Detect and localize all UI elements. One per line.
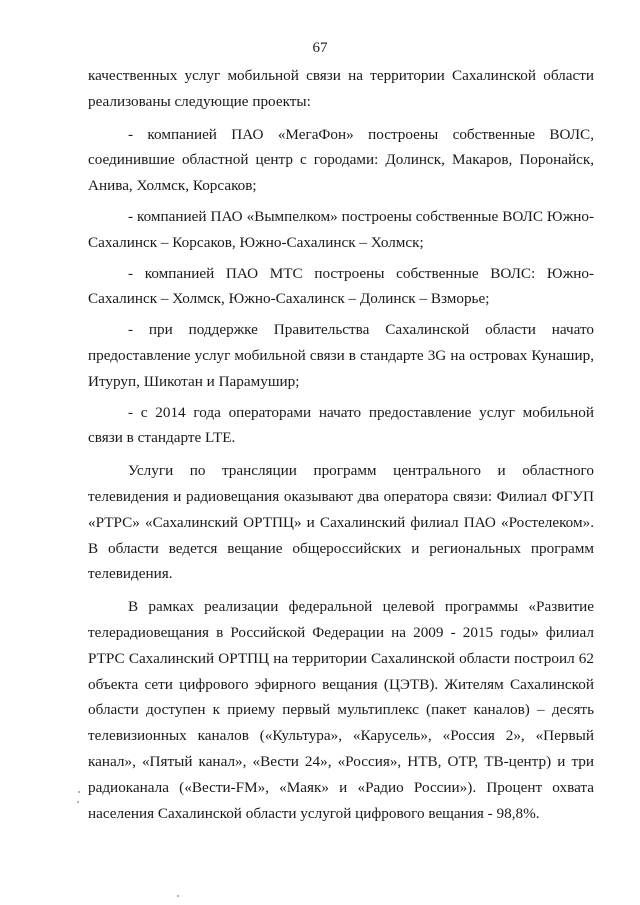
scan-speck <box>77 801 79 803</box>
scan-speck <box>177 895 179 897</box>
document-body <box>88 63 594 826</box>
list-item-megafon: - компанией ПАО «МегаФон» построены собственные ВОЛС, соединившие областной центр с городами: Долинск, Макаров, Поронайск, Анива, Холмск, Корсаков; <box>88 125 594 195</box>
page-number: 67 <box>312 40 328 56</box>
paragraph-intro-continuation: качественных услуг мобильной связи на территории Сахалинской области реализованы следующие проекты: <box>88 67 594 110</box>
paragraph-tv-radio-operators: Услуги по трансляции программ центрального и областного телевидения и радиовещания оказывают два оператора связи: Филиал ФГУП «РТРС» «Сахалинский ОРТПЦ» и Сахалинский филиал ПАО «Ростелеком». В области ведется вещание общероссийских и региональных программ телевидения. <box>88 462 594 583</box>
list-item-lte: - с 2014 года операторами начато предоставление услуг мобильной связи в стандарте LTE. <box>88 403 594 447</box>
list-item-mts: - компанией ПАО МТС построены собственные ВОЛС: Южно-Сахалинск – Холмск, Южно-Сахалинск – Долинск – Взморье; <box>88 264 594 308</box>
paragraph-digital-broadcasting: В рамках реализации федеральной целевой программы «Развитие телерадиовещания в Российской Федерации на 2009 - 2015 годы» филиал РТРС Сахалинский ОРТПЦ на территории Сахалинской области построил 62 объекта сети цифрового эфирного вещания (ЦЭТВ). Жителям Сахалинской области доступен к приему первый мультиплекс (пакет каналов) – десять телевизионных каналов («Культура», «Карусель», «Россия 2», «Первый канал», «Пятый канал», «Вести 24», «Россия», НТВ, ОТР, ТВ-центр) и три радиоканала («Вести-FM», «Маяк» и «Радио России»). Процент охвата населения Сахалинской области услугой цифрового вещания - 98,8%. <box>88 598 594 822</box>
list-item-3g: - при поддержке Правительства Сахалинской области начато предоставление услуг мобильной связи в стандарте 3G на островах Кунашир, Итуруп, Шикотан и Парамушир; <box>88 321 594 390</box>
list-item-vympelcom: - компанией ПАО «Вымпелком» построены собственные ВОЛС Южно-Сахалинск – Корсаков, Южно-Сахалинск – Холмск; <box>88 207 594 251</box>
scan-speck <box>78 791 80 793</box>
